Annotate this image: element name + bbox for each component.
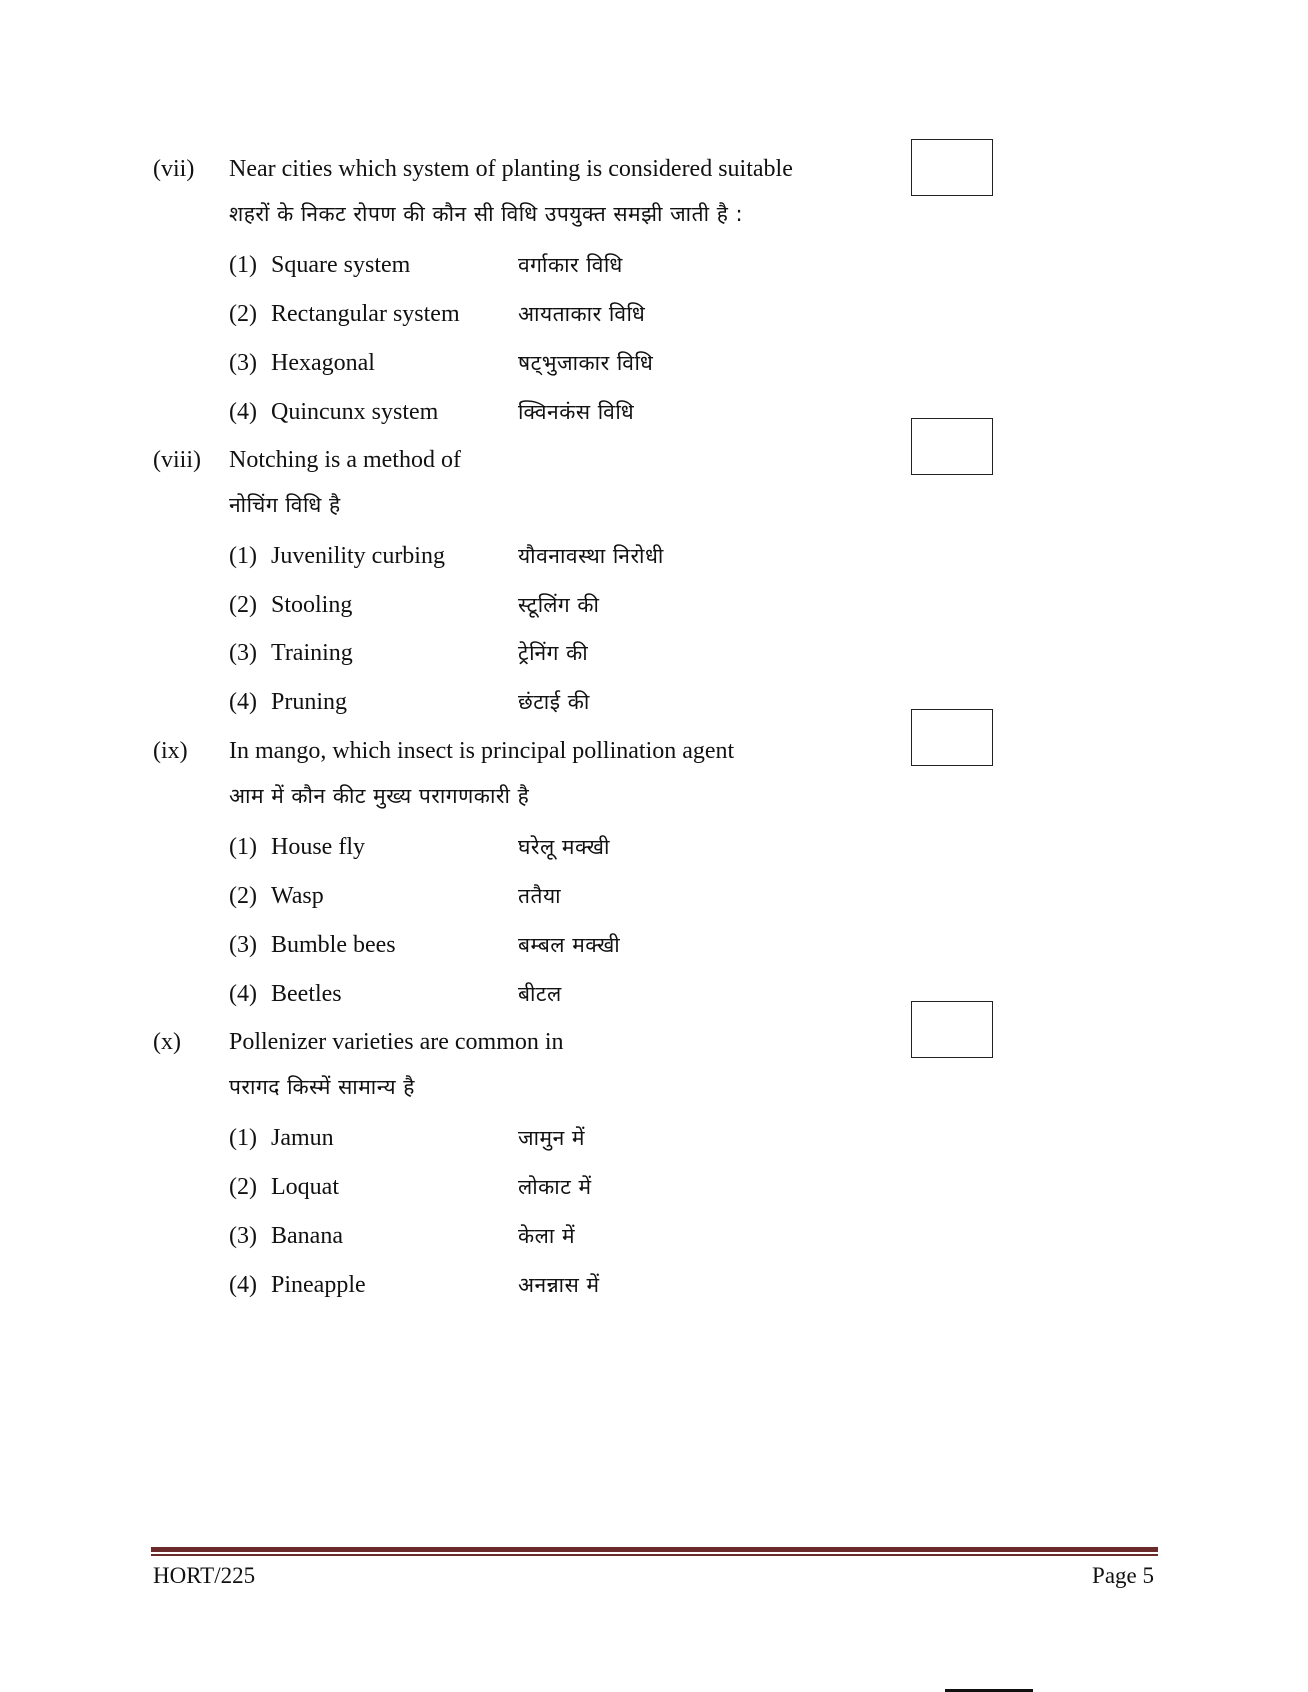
option-number: (4) bbox=[229, 1272, 257, 1298]
option-3 bbox=[229, 930, 929, 960]
option-text-hi: केला में bbox=[518, 1224, 576, 1248]
question-text-en: Pollenizer varieties are common in bbox=[229, 1029, 564, 1055]
answer-box-vii[interactable] bbox=[911, 139, 993, 196]
question-number: (ix) bbox=[153, 738, 188, 764]
footer-rule-thin bbox=[151, 1554, 1158, 1556]
option-number: (4) bbox=[229, 689, 257, 715]
footer-rule-thick bbox=[151, 1547, 1158, 1552]
option-number: (2) bbox=[229, 592, 257, 618]
option-number: (2) bbox=[229, 1174, 257, 1200]
option-text-hi: बम्बल मक्खी bbox=[518, 933, 621, 957]
option-4 bbox=[229, 687, 929, 717]
option-4 bbox=[229, 1270, 929, 1300]
option-text-hi: जामुन में bbox=[518, 1126, 585, 1150]
option-text-hi: छंटाई की bbox=[518, 690, 590, 714]
paper-code: HORT/225 bbox=[153, 1563, 256, 1588]
option-text-en: Beetles bbox=[271, 981, 342, 1007]
option-number: (2) bbox=[229, 301, 257, 327]
option-number: (2) bbox=[229, 883, 257, 909]
option-1 bbox=[229, 1123, 929, 1153]
question-text-en: In mango, which insect is principal pollination agent bbox=[229, 738, 735, 764]
option-2 bbox=[229, 881, 929, 911]
option-text-hi: वर्गाकार विधि bbox=[518, 253, 623, 277]
answer-box-x[interactable] bbox=[911, 1001, 993, 1058]
question-text-hi: परागद किस्में सामान्य है bbox=[229, 1075, 415, 1099]
option-text-en: Juvenility curbing bbox=[271, 543, 445, 569]
option-text-hi: यौवनावस्था निरोधी bbox=[518, 544, 664, 568]
option-text-en: Square system bbox=[271, 252, 411, 278]
option-2 bbox=[229, 299, 929, 329]
option-text-hi: स्टूलिंग की bbox=[518, 593, 600, 617]
option-number: (3) bbox=[229, 640, 257, 666]
option-text-en: House fly bbox=[271, 834, 365, 860]
question-text-hi: नोचिंग विधि है bbox=[229, 493, 341, 517]
question-text-hi: आम में कौन कीट मुख्य परागणकारी है bbox=[229, 784, 530, 808]
option-number: (1) bbox=[229, 252, 257, 278]
option-text-hi: आयताकार विधि bbox=[518, 302, 646, 326]
option-number: (4) bbox=[229, 399, 257, 425]
option-text-hi: क्विनकंस विधि bbox=[518, 400, 635, 424]
option-number: (4) bbox=[229, 981, 257, 1007]
option-number: (3) bbox=[229, 1223, 257, 1249]
option-text-en: Banana bbox=[271, 1223, 343, 1249]
option-4 bbox=[229, 397, 929, 427]
option-text-en: Bumble bees bbox=[271, 932, 396, 958]
option-1 bbox=[229, 541, 929, 571]
option-3 bbox=[229, 1221, 929, 1251]
option-number: (3) bbox=[229, 932, 257, 958]
option-number: (1) bbox=[229, 1125, 257, 1151]
option-text-en: Quincunx system bbox=[271, 399, 439, 425]
option-text-hi: ततैया bbox=[518, 884, 562, 908]
option-4 bbox=[229, 979, 929, 1009]
option-text-hi: लोकाट में bbox=[518, 1175, 592, 1199]
option-text-en: Wasp bbox=[271, 883, 324, 909]
question-number: (viii) bbox=[153, 447, 201, 473]
option-text-hi: बीटल bbox=[518, 982, 562, 1006]
option-text-en: Pineapple bbox=[271, 1272, 366, 1298]
option-3 bbox=[229, 348, 929, 378]
answer-box-viii[interactable] bbox=[911, 418, 993, 475]
option-text-en: Pruning bbox=[271, 689, 348, 715]
option-text-hi: षट्भुजाकार विधि bbox=[518, 351, 654, 375]
question-text-hi: शहरों के निकट रोपण की कौन सी विधि उपयुक्त समझी जाती है : bbox=[229, 202, 744, 226]
option-1 bbox=[229, 832, 929, 862]
option-text-hi: ट्रेनिंग की bbox=[518, 641, 589, 665]
option-2 bbox=[229, 590, 929, 620]
option-number: (1) bbox=[229, 543, 257, 569]
answer-box-ix[interactable] bbox=[911, 709, 993, 766]
option-text-en: Stooling bbox=[271, 592, 353, 618]
option-text-en: Jamun bbox=[271, 1125, 334, 1151]
question-text-en: Notching is a method of bbox=[229, 447, 461, 473]
option-1 bbox=[229, 250, 929, 280]
option-text-hi: अनन्नास में bbox=[518, 1273, 600, 1297]
option-text-en: Training bbox=[271, 640, 353, 666]
option-text-en: Rectangular system bbox=[271, 301, 460, 327]
question-number: (vii) bbox=[153, 156, 195, 182]
question-text-en: Near cities which system of planting is considered suitable bbox=[229, 156, 793, 182]
option-number: (3) bbox=[229, 350, 257, 376]
option-2 bbox=[229, 1172, 929, 1202]
option-text-en: Loquat bbox=[271, 1174, 339, 1200]
option-text-en: Hexagonal bbox=[271, 350, 375, 376]
question-number: (x) bbox=[153, 1029, 181, 1055]
option-text-hi: घरेलू मक्खी bbox=[518, 835, 610, 859]
option-3 bbox=[229, 638, 929, 668]
page-number: Page 5 bbox=[1092, 1563, 1154, 1588]
option-number: (1) bbox=[229, 834, 257, 860]
